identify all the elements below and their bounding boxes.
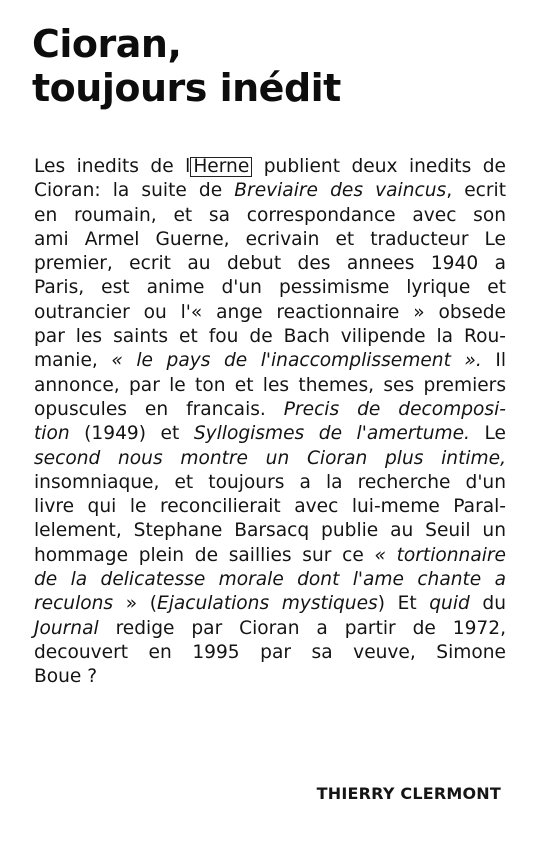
- headline-line-1: Cioran,: [32, 22, 182, 66]
- body-line: [34, 349, 506, 373]
- body-line: livre qui le reconcilierait avec lui-meme Paral-: [34, 496, 506, 518]
- book-title: Syllogismes de l'amertume.: [193, 423, 470, 445]
- body-line: Boue ?: [34, 666, 98, 688]
- headline-line-2: toujours inédit: [32, 66, 341, 110]
- body-line: insomniaque, et toujours a la recherche d'un: [34, 471, 506, 493]
- body-line: [34, 592, 506, 616]
- body-line: lelement, Stephane Barsacq publie au Seuil un: [34, 520, 506, 542]
- text: Les inedits de l: [34, 156, 191, 177]
- author-byline: THIERRY CLERMONT: [316, 784, 501, 803]
- body-line: en roumain, et sa correspondance avec son: [34, 204, 506, 226]
- body-line: premier, ecrit au debut des annees 1940 a: [34, 253, 506, 275]
- body-line: par les saints et fou de Bach vilipende la Rou-: [34, 326, 506, 348]
- body-line: outrancier ou l'« ange reactionnaire » obsede: [34, 301, 506, 323]
- text: hommage plein de saillies sur ce: [34, 544, 375, 566]
- body-line: annonce, par le ton et les themes, ses premiers: [34, 374, 506, 396]
- text: publient deux inedits de: [252, 156, 506, 177]
- body-line: second nous montre un Cioran plus intime,: [34, 447, 506, 469]
- article-body: [34, 155, 506, 690]
- body-line: [34, 398, 506, 422]
- body-line: [34, 179, 506, 203]
- quote: « le pays de l'inaccomplissement ».: [111, 350, 482, 372]
- text: Le: [469, 423, 506, 445]
- book-title: tion: [34, 423, 70, 445]
- text: ) Et: [377, 593, 430, 615]
- body-line: Paris, est anime d'un pessimisme lyrique et: [34, 277, 506, 299]
- text: opuscules en francais.: [34, 398, 284, 420]
- body-line: [34, 155, 506, 179]
- body-line: [34, 422, 506, 446]
- quote: reculons: [34, 593, 114, 615]
- body-line: decouvert en 1995 par sa veuve, Simone: [34, 641, 506, 663]
- text: manie,: [34, 350, 112, 372]
- publisher-box: Herne: [190, 157, 252, 177]
- text: » (: [113, 593, 157, 615]
- body-line: [34, 617, 506, 641]
- quote: « tortionnaire: [374, 544, 506, 566]
- body-line: ami Armel Guerne, ecrivain et traducteur Le: [34, 228, 506, 250]
- book-title: Ejaculations mystiques: [156, 593, 378, 615]
- book-title: Breviaire des vaincus: [234, 180, 447, 202]
- text: quid: [429, 593, 470, 615]
- text: (1949) et: [69, 423, 194, 445]
- text: du: [469, 593, 506, 615]
- text: Cioran: la suite de: [34, 180, 235, 202]
- book-title: Precis de decomposi-: [283, 398, 506, 420]
- body-line: de la delicatesse morale dont l'ame chante a: [34, 569, 506, 591]
- text: , ecrit: [446, 180, 506, 202]
- article-headline: [32, 22, 522, 110]
- book-title: Journal: [34, 617, 99, 639]
- text: redige par Cioran a partir de 1972,: [98, 617, 506, 639]
- text: Il: [481, 350, 507, 372]
- body-line: [34, 544, 506, 568]
